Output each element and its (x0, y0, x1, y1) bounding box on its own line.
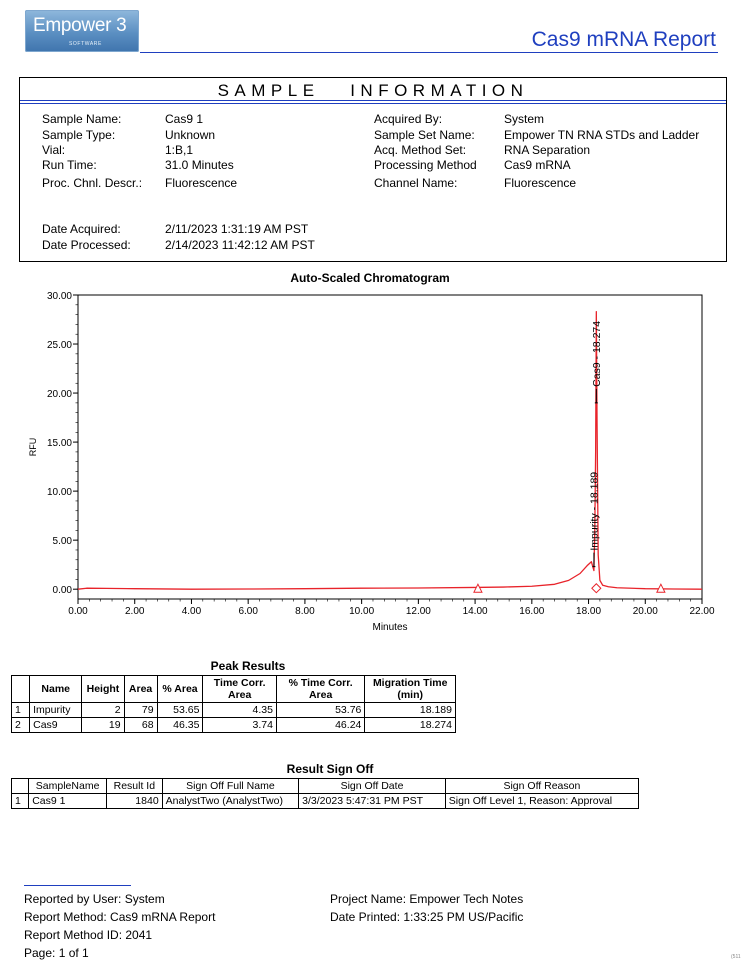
x-tick-label: 22.00 (689, 606, 715, 617)
sample-name-value: Cas9 1 (165, 112, 204, 126)
peak-label: Cas9 - 18.274 (590, 320, 603, 387)
column-header (12, 676, 30, 703)
table-row (12, 794, 639, 809)
cell-result-id: 1840 (107, 794, 163, 809)
row-index: 1 (12, 703, 30, 718)
logo-subtext: SOFTWARE (69, 41, 102, 47)
column-header: Result Id (107, 779, 163, 794)
date-acquired-value: 2/11/2023 1:31:19 AM PST (165, 222, 309, 236)
page-number: Page: 1 of 1 (24, 946, 89, 960)
date-processed-value: 2/14/2023 11:42:12 AM PST (165, 238, 315, 252)
channel-name-label: Channel Name: (374, 176, 458, 190)
y-tick-label: 5.00 (52, 536, 72, 548)
cell-migration-time: 18.274 (365, 718, 456, 733)
column-header (12, 779, 29, 794)
x-axis-label: Minutes (372, 622, 408, 633)
peak-label: Impurity - 18.189 (588, 471, 601, 551)
cell-time-corr-area: 3.74 (203, 718, 277, 733)
x-tick-label: 12.00 (405, 606, 431, 617)
column-header: Name (30, 676, 82, 703)
date-acquired-label: Date Acquired: (42, 222, 121, 236)
sample-name-label: Sample Name: (42, 112, 122, 126)
sample-information-box (19, 77, 727, 262)
column-header: Sign Off Full Name (162, 779, 299, 794)
date-printed: Date Printed: 1:33:25 PM US/Pacific (330, 910, 524, 924)
x-tick-label: 16.00 (519, 606, 545, 617)
cell-sample-name: Cas9 1 (29, 794, 107, 809)
cell-area: 68 (124, 718, 157, 733)
cell-name: Cas9 (30, 718, 82, 733)
date-processed-label: Date Processed: (42, 238, 131, 252)
y-tick-label: 25.00 (46, 340, 72, 352)
cell-percent-time-corr-area: 46.24 (276, 718, 364, 733)
cell-time-corr-area: 4.35 (203, 703, 277, 718)
acq-method-set-label: Acq. Method Set: (374, 143, 467, 157)
cell-percent-area: 53.65 (157, 703, 203, 718)
x-tick-label: 18.00 (576, 606, 602, 617)
acquired-by-value: System (504, 112, 545, 126)
sample-type-label: Sample Type: (42, 128, 116, 142)
table-header-row (12, 676, 456, 703)
proc-channel-value: Fluorescence (165, 176, 238, 190)
sample-set-name-label: Sample Set Name: (374, 128, 475, 142)
cell-sign-off-name: AnalystTwo (AnalystTwo) (162, 794, 299, 809)
y-tick-label: 30.00 (46, 291, 72, 302)
y-tick-label: 15.00 (46, 438, 72, 450)
vial-label: Vial: (42, 143, 66, 157)
column-header: Sign Off Reason (445, 779, 638, 794)
report-method-id: Report Method ID: 2041 (24, 928, 153, 942)
acquired-by-label: Acquired By: (374, 112, 443, 126)
project-name: Project Name: Empower Tech Notes (330, 892, 524, 906)
run-time-label: Run Time: (42, 158, 97, 172)
baseline-triangle-marker (474, 584, 482, 592)
chromatogram-chart (0, 285, 750, 635)
x-tick-label: 10.00 (349, 606, 375, 617)
run-time-value: 31.0 Minutes (165, 158, 234, 172)
footer-rule (24, 885, 131, 886)
column-header: % Area (157, 676, 203, 703)
cell-height: 19 (82, 718, 124, 733)
reported-by: Reported by User: System (24, 892, 165, 906)
y-axis-label: RFU (28, 437, 38, 457)
cell-area: 79 (124, 703, 157, 718)
sample-information-heading: SAMPLE INFORMATION (217, 81, 529, 100)
table-row (12, 718, 456, 733)
y-tick-label: 20.00 (46, 389, 72, 401)
y-tick-label: 10.00 (46, 487, 72, 499)
heading-rule (20, 103, 726, 104)
peak-results-title: Peak Results (210, 659, 286, 673)
y-tick-label: 0.00 (52, 585, 72, 597)
x-tick-label: 6.00 (238, 606, 258, 617)
proc-channel-label: Proc. Chnl. Descr.: (42, 176, 143, 190)
cell-sign-off-date: 3/3/2023 5:47:31 PM PST (299, 794, 446, 809)
report-title: Cas9 mRNA Report (531, 28, 716, 51)
x-tick-label: 2.00 (124, 606, 145, 617)
empower-logo (25, 10, 139, 52)
row-index: 1 (12, 794, 29, 809)
x-tick-label: 20.00 (632, 606, 658, 617)
row-index: 2 (12, 718, 30, 733)
cell-percent-time-corr-area: 53.76 (276, 703, 364, 718)
cell-sign-off-reason: Sign Off Level 1, Reason: Approval (445, 794, 638, 809)
chart-title: Auto-Scaled Chromatogram (290, 271, 450, 285)
cell-migration-time: 18.189 (365, 703, 456, 718)
column-header: SampleName (29, 779, 107, 794)
column-header: Migration Time (min) (365, 676, 456, 703)
baseline-diamond-marker (592, 584, 601, 593)
column-header: Time Corr. Area (203, 676, 277, 703)
x-tick-label: 0.00 (68, 606, 88, 617)
processing-method-label: Processing Method (374, 158, 477, 172)
vial-value: 1:B,1 (165, 143, 194, 157)
report-method: Report Method: Cas9 mRNA Report (24, 910, 216, 924)
x-tick-label: 8.00 (295, 606, 315, 617)
plot-frame (78, 295, 702, 599)
cell-name: Impurity (30, 703, 82, 718)
column-header: Height (82, 676, 124, 703)
cell-percent-area: 46.35 (157, 718, 203, 733)
result-sign-off-title: Result Sign Off (286, 762, 374, 776)
sample-set-name-value: Empower TN RNA STDs and Ladder (504, 128, 700, 142)
cell-height: 2 (82, 703, 124, 718)
logo-text: Empower 3 (33, 15, 127, 36)
result-sign-off-table (11, 778, 639, 809)
corner-mark: (511 (731, 954, 741, 960)
column-header: % Time Corr. Area (276, 676, 364, 703)
series-line-fluorescence (78, 312, 702, 590)
peak-results-table (11, 675, 456, 733)
column-header: Sign Off Date (299, 779, 446, 794)
column-header: Area (124, 676, 157, 703)
processing-method-value: Cas9 mRNA (504, 158, 571, 172)
table-row (12, 703, 456, 718)
sample-type-value: Unknown (165, 128, 216, 142)
table-header-row (12, 779, 639, 794)
x-tick-label: 4.00 (181, 606, 202, 617)
acq-method-set-value: RNA Separation (504, 143, 591, 157)
title-underline (140, 52, 718, 53)
heading-rule (20, 100, 726, 101)
channel-name-value: Fluorescence (504, 176, 577, 190)
x-tick-label: 14.00 (462, 606, 488, 617)
